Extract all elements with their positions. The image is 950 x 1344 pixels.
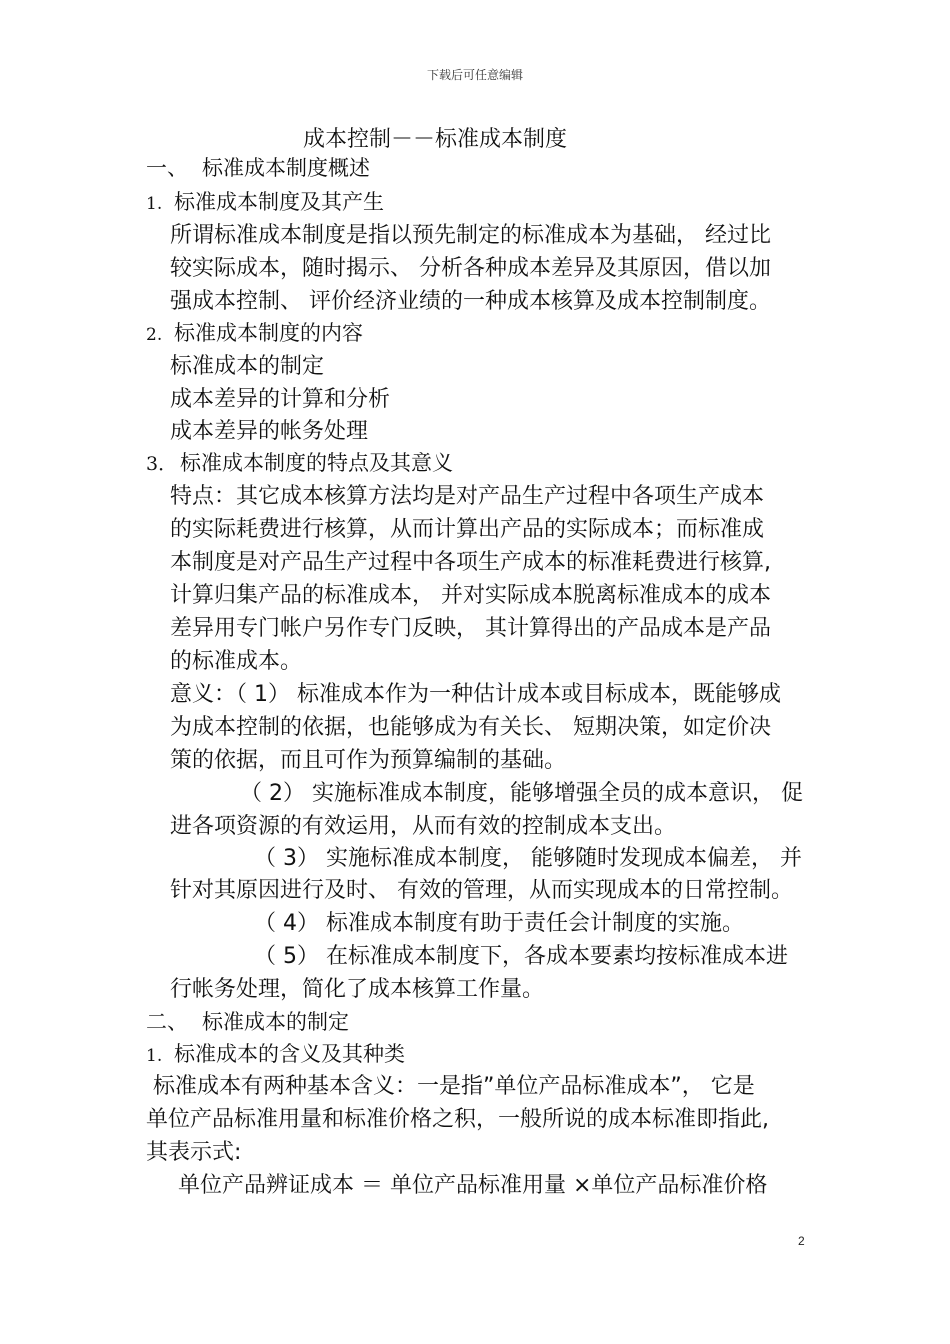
paragraph-line: 特点：其它成本核算方法均是对产品生产过程中各项生产成本 xyxy=(170,484,765,509)
paragraph-line: 差异用专门帐户另作专门反映， 其计算得出的产品成本是产品 xyxy=(170,616,771,641)
item-1-3-heading xyxy=(146,453,453,474)
paragraph-line: 标准成本有两种基本含义：一是指”单位产品标准成本”， 它是 xyxy=(146,1074,755,1099)
paragraph-line: 本制度是对产品生产过程中各项生产成本的标准耗费进行核算, xyxy=(170,550,771,575)
item-1-2-number: 2. xyxy=(146,325,163,345)
list-item: 标准成本的制定 xyxy=(170,354,325,379)
paragraph-line: 为成本控制的依据，也能够成为有关长、 短期决策，如定价决 xyxy=(170,715,771,740)
item-1-2-title: 标准成本制度的内容 xyxy=(174,321,363,345)
paragraph-line: 单位产品标准用量和标准价格之积，一般所说的成本标准即指此, xyxy=(146,1107,769,1132)
section-1-heading xyxy=(146,158,370,179)
item-1-3-number: 3． xyxy=(146,453,178,475)
page-header: 下载后可任意编辑 xyxy=(426,68,523,82)
paragraph-line: （ 2） 实施标准成本制度，能够增强全员的成本意识， 促 xyxy=(240,781,803,806)
document-title: 成本控制－－标准成本制度 xyxy=(302,127,567,152)
section-2-title: 标准成本的制定 xyxy=(202,1010,349,1034)
item-1-1-number: 1. xyxy=(146,194,163,214)
paragraph-line: （ 3） 实施标准成本制度， 能够随时发现成本偏差， 并 xyxy=(254,846,802,871)
paragraph-line: 所谓标准成本制度是指以预先制定的标准成本为基础， 经过比 xyxy=(170,223,771,248)
section-1-label: 一、 xyxy=(146,156,188,180)
paragraph-line: 行帐务处理，简化了成本核算工作量。 xyxy=(170,977,545,1002)
section-2-heading xyxy=(146,1012,349,1033)
item-2-1-number: 1. xyxy=(146,1046,163,1066)
page-number: 2 xyxy=(798,1234,805,1248)
paragraph-line: （ 5） 在标准成本制度下，各成本要素均按标准成本进 xyxy=(254,944,788,969)
item-1-3-title: 标准成本制度的特点及其意义 xyxy=(180,451,453,475)
section-1-title: 标准成本制度概述 xyxy=(202,156,370,180)
paragraph-line: 意义：（ 1） 标准成本作为一种估计成本或目标成本，既能够成 xyxy=(170,682,781,707)
paragraph-line: 强成本控制、 评价经济业绩的一种成本核算及成本控制制度。 xyxy=(170,289,771,314)
paragraph-line: 针对其原因进行及时、 有效的管理，从而实现成本的日常控制。 xyxy=(170,878,793,903)
paragraph-line: （ 4） 标准成本制度有助于责任会计制度的实施。 xyxy=(254,911,744,936)
item-2-1-title: 标准成本的含义及其种类 xyxy=(174,1042,405,1066)
formula: 单位产品辨证成本 ＝ 单位产品标准用量 ×单位产品标准价格 xyxy=(178,1173,768,1198)
paragraph-line: 计算归集产品的标准成本， 并对实际成本脱离标准成本的成本 xyxy=(170,583,771,608)
item-2-1-heading xyxy=(146,1044,405,1065)
paragraph-line: 较实际成本，随时揭示、 分析各种成本差异及其原因，借以加 xyxy=(170,256,771,281)
list-item: 成本差异的计算和分析 xyxy=(170,387,391,412)
item-1-1-title: 标准成本制度及其产生 xyxy=(174,190,384,214)
item-1-2-heading xyxy=(146,323,363,344)
paragraph-line: 的标准成本。 xyxy=(170,649,303,674)
paragraph-line: 进各项资源的有效运用，从而有效的控制成本支出。 xyxy=(170,814,677,839)
paragraph-line: 策的依据，而且可作为预算编制的基础。 xyxy=(170,748,567,773)
item-1-1-heading xyxy=(146,192,384,213)
paragraph-line: 其表示式: xyxy=(146,1140,242,1165)
paragraph-line: 的实际耗费进行核算，从而计算出产品的实际成本；而标准成 xyxy=(170,517,765,542)
list-item: 成本差异的帐务处理 xyxy=(170,419,369,444)
section-2-label: 二、 xyxy=(146,1010,188,1034)
